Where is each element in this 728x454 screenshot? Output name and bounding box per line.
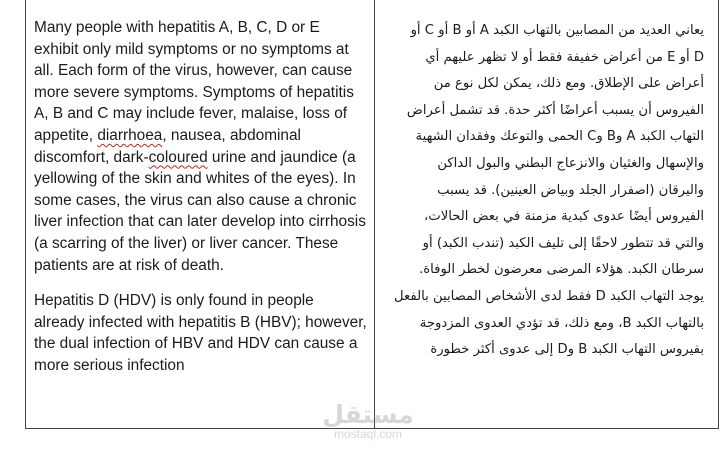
- english-paragraph-2: Hepatitis D (HDV) is only found in people already infected with hepatitis B (HBV); however, the dual infection of HBV and HDV can cause a more serious infection: [34, 292, 367, 374]
- watermark-logo: مستقل: [322, 400, 414, 429]
- arabic-line: الفيروس أيضًا عدوى كبدية مزمنة في بعض الحالات،: [424, 209, 704, 225]
- arabic-line: سرطان الكبد. هؤلاء المرضى معرضون لخطر الوفاة.: [419, 262, 704, 278]
- arabic-line: يوجد التهاب الكبد D فقط لدى الأشخاص المصابين بالفعل: [394, 288, 704, 304]
- watermark-site: mostaql.com: [333, 427, 403, 441]
- arabic-line: بفيروس التهاب الكبد B وD إلى عدوى أكثر خطورة: [430, 342, 704, 358]
- arabic-line: التهاب الكبد A وB وC الحمى والتوعك وفقدان الشهية: [415, 129, 704, 145]
- arabic-line: واليرقان (اصفرار الجلد وبياض العينين). قد يسبب: [437, 182, 704, 198]
- translation-table: [25, 0, 719, 429]
- arabic-line: الفيروس أن يسبب أعراضًا أكثر حدة. قد تشمل أعراض: [406, 102, 704, 118]
- arabic-line: بالتهاب الكبد B، ومع ذلك، قد تؤدي العدوى المزدوجة: [419, 315, 704, 331]
- english-column: [26, 0, 375, 428]
- arabic-line: D أو E من أعراض خفيفة فقط أو لا تظهر عليهم أي: [425, 49, 704, 65]
- arabic-line: والتي قد تتطور لاحقًا إلى تليف الكبد (تندب الكبد) أو: [422, 235, 704, 251]
- arabic-line: أعراض على الإطلاق. ومع ذلك، يمكن لكل نوع من: [433, 76, 704, 92]
- spellcheck-flagged-word: coloured: [148, 148, 208, 166]
- english-text-segment: urine and jaundice (a yellowing of the skin and whites of the eyes). In some cases, the virus can also cause a chronic liver infection that can later develop into cirrhosis (a scarring of the liver) or liver cancer. These patients are at risk of death.: [34, 148, 366, 274]
- arabic-line: والإسهال والغثيان والانزعاج البطني والبول الداكن: [437, 155, 704, 171]
- english-text-segment: , nausea, abdominal discomfort, dark-: [34, 126, 301, 166]
- english-paragraph-1: [34, 17, 368, 276]
- spellcheck-flagged-word: diarrhoea: [97, 126, 163, 144]
- arabic-paragraph: [385, 18, 704, 364]
- english-text-segment: Many people with hepatitis A, B, C, D or E exhibit only mild symptoms or no symptoms at all. Each form of the virus, however, can cause more severe symptoms. Symptoms of hepatitis A, B and C may include fever, malaise, loss of appetite,: [34, 19, 354, 144]
- arabic-column: [375, 0, 718, 428]
- arabic-line: يعاني العديد من المصابين بالتهاب الكبد A أو B أو C أو: [410, 23, 704, 38]
